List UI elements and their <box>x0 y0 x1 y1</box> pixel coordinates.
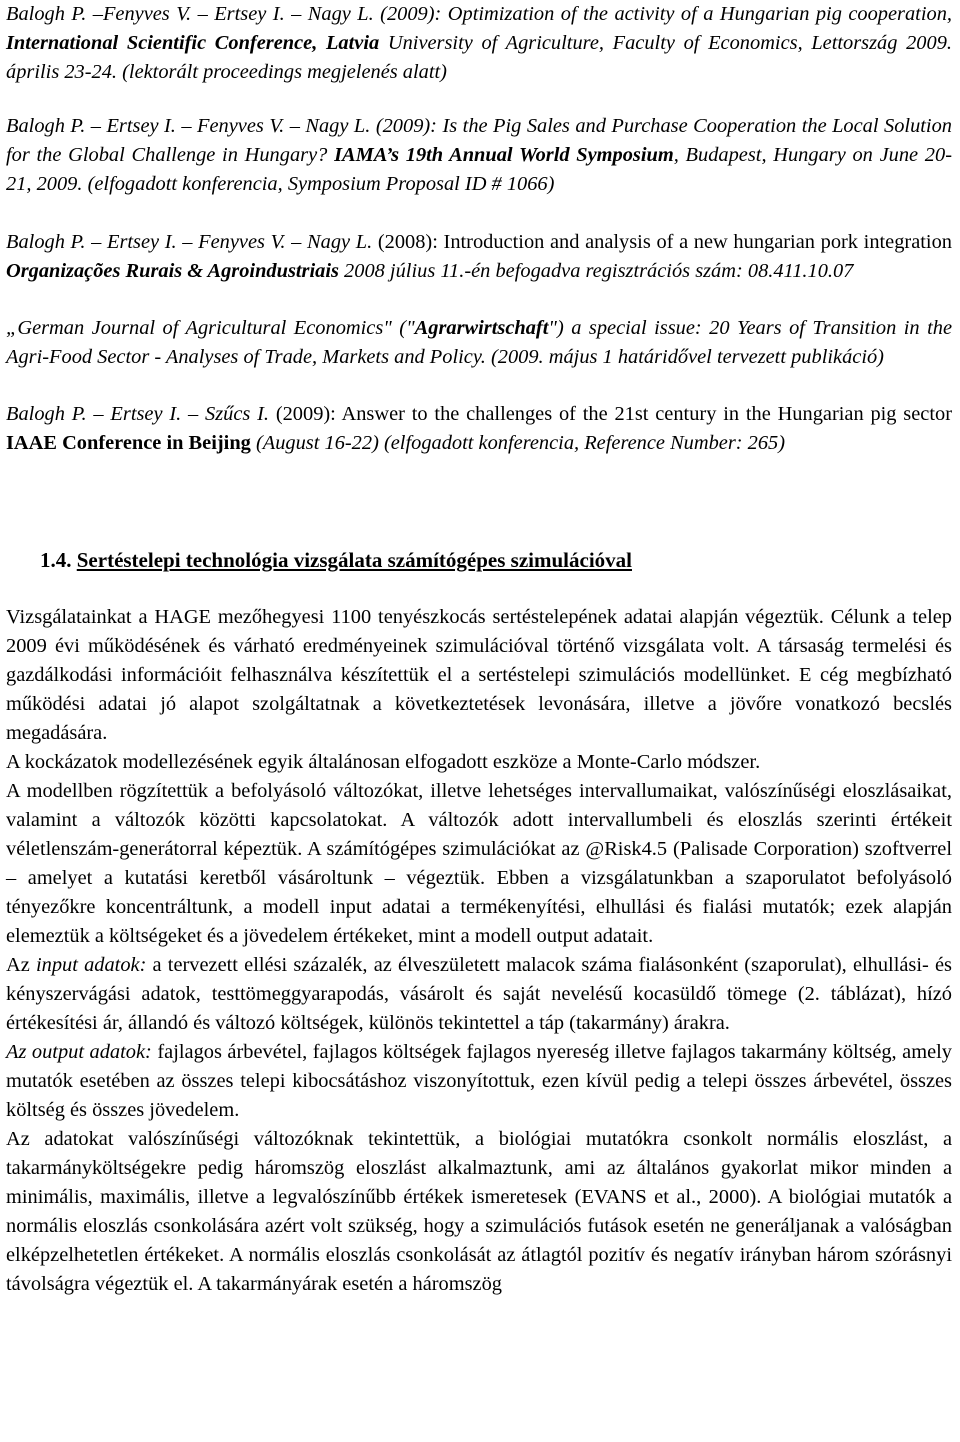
paragraph-4-text: a tervezett ellési százalék, az élveszületett malacok száma fialásonként (szaporulat), elhullási- és kényszervágási adatok, testtömeggyarapodás, vásárolt és saját nevelésű kocasüldő tömege (2. táblázat), hízó értékesítési ár, állandó és változó költségek, különös tekintettel a táp (takarmány) árakra. <box>6 954 952 1034</box>
reference-2-authors-title: Balogh P. – Ertsey I. – Fenyves V. – Nagy L. (2009): Is the Pig Sales and Purchase Cooperation the Local Solution for the Global Challenge in Hungary? <box>6 115 952 166</box>
reference-1-venue: International Scientific Conference, Latvia <box>6 32 380 54</box>
reference-3-details: 2008 július 11.-én befogadva regisztrációs szám: 08.411.10.07 <box>338 260 854 282</box>
reference-4-journal-short: Agrarwirtschaft <box>414 317 549 339</box>
reference-2-venue: IAMA’s 19th Annual World Symposium <box>334 144 674 166</box>
paragraph-2: A kockázatok modellezésének egyik általánosan elfogadott eszköze a Monte-Carlo módszer. <box>6 751 761 773</box>
reference-5 <box>6 400 952 458</box>
section-number: 1.4. <box>40 548 72 572</box>
section-title: Sertéstelepi technológia vizsgálata számítógépes szimulációval <box>76 548 632 572</box>
reference-2-details: , Budapest, Hungary on June 20-21, 2009. (elfogadott konferencia, Symposium Proposal ID # 1066) <box>6 144 952 195</box>
paragraph-5-text: fajlagos árbevétel, fajlagos költségek fajlagos nyereség illetve fajlagos takarmány költség, amely mutatók esetében az összes telepi kibocsátáshoz viszonyítottuk, ezen kívül pedig a telepi összes árbevétel, összes költség és összes jövedelem. <box>6 1041 952 1121</box>
reference-5-title: (2009): Answer to the challenges of the 21st century in the Hungarian pig sector <box>275 403 952 425</box>
reference-5-authors: Balogh P. – Ertsey I. – Szűcs I. <box>6 403 276 425</box>
paragraph-5 <box>6 1038 952 1125</box>
paragraph-3: A modellben rögzítettük a befolyásoló változókat, illetve lehetséges intervallumaikat, valószínűségi eloszlásaikat, valamint a változók közötti kapcsolatokat. A változók adott intervallumbeli és eloszlás szerinti értékeit véletlenszám-generátorral képeztük. A számítógépes szimulációkat az @Risk4.5 (Palisade Corporation) szoftverrel – amelyet a kutatási keretből vásároltunk – végeztük. Ebben a vizsgálatunkban a szaporulatot befolyásoló tényezőkre koncentráltunk, a modell input adatai a termékenyítési, elhullási és fialási mutatók; ezek alapján elemeztük a költségeket és a jövedelem értékeket, mint a modell output adatait. <box>6 780 952 947</box>
reference-3-title: (2008): Introduction and analysis of a new hungarian pork integration <box>377 231 952 253</box>
paragraph-1: Vizsgálatainkat a HAGE mezőhegyesi 1100 tenyészkocás sertéstelepének adatai alapján végeztük. Célunk a telep 2009 évi működésének és várható eredményeinek szimulációval történő vizsgálata volt. A társaság termelési és gazdálkodási információit felhasználva készítettük el a sertéstelepi szimulációs modellünket. E cég megbízható működési adatai jó alapot szolgáltatnak a következtetések levonására, illetve a jövőre vonatkozó becslés megadására. <box>6 606 952 744</box>
reference-1-details: University of Agriculture, Faculty of Economics, Lettország 2009. április 23-24. (lektorált proceedings megjelenés alatt) <box>6 32 952 83</box>
reference-5-details: (August 16-22) (elfogadott konferencia, Reference Number: 265) <box>250 432 786 454</box>
paragraph-4 <box>6 951 952 1038</box>
section-heading <box>40 545 632 575</box>
reference-1-authors-title: Balogh P. –Fenyves V. – Ertsey I. – Nagy L. (2009): Optimization of the activity of a Hungarian pig cooperation, <box>6 3 952 25</box>
body-text <box>6 603 952 1299</box>
paragraph-6: Az adatokat valószínűségi változóknak tekintettük, a biológiai mutatókra csonkolt normális eloszlást, a takarmányköltségekre pedig háromszög eloszlást alkalmaztunk, ami az általános gyakorlat mikor minden a minimális, maximális, illetve a legvalószínűbb értékek ismeretesek (EVANS et al., 2000). A biológiai mutatók a normális eloszlás csonkolására azért volt szükség, hogy a szimulációs futások esetén ne generáljanak a valóságban elképzelhetetlen értékeket. A normális eloszlás csonkolását az átlagtól pozitív és negatív irányban három szórásnyi távolságra végeztük el. A takarmányárak esetén a háromszög <box>6 1128 952 1295</box>
reference-2 <box>6 112 952 199</box>
reference-4 <box>6 314 952 372</box>
paragraph-5-label: Az output adatok: <box>6 1041 152 1063</box>
reference-3 <box>6 228 952 286</box>
paragraph-4-prefix: Az <box>6 954 36 976</box>
reference-4-journal: „German Journal of Agricultural Economics" (" <box>6 317 415 339</box>
reference-1 <box>6 0 952 87</box>
reference-3-venue: Organizações Rurais & Agroindustriais <box>6 260 339 282</box>
reference-3-authors: Balogh P. – Ertsey I. – Fenyves V. – Nagy L. <box>6 231 378 253</box>
paragraph-4-label: input adatok: <box>35 954 147 976</box>
reference-4-details: ") a special issue: 20 Years of Transition in the Agri-Food Sector - Analyses of Trade, Markets and Policy. (2009. május 1 határidővel tervezett publikáció) <box>6 317 952 368</box>
reference-5-venue: IAAE Conference in Beijing <box>6 432 251 454</box>
